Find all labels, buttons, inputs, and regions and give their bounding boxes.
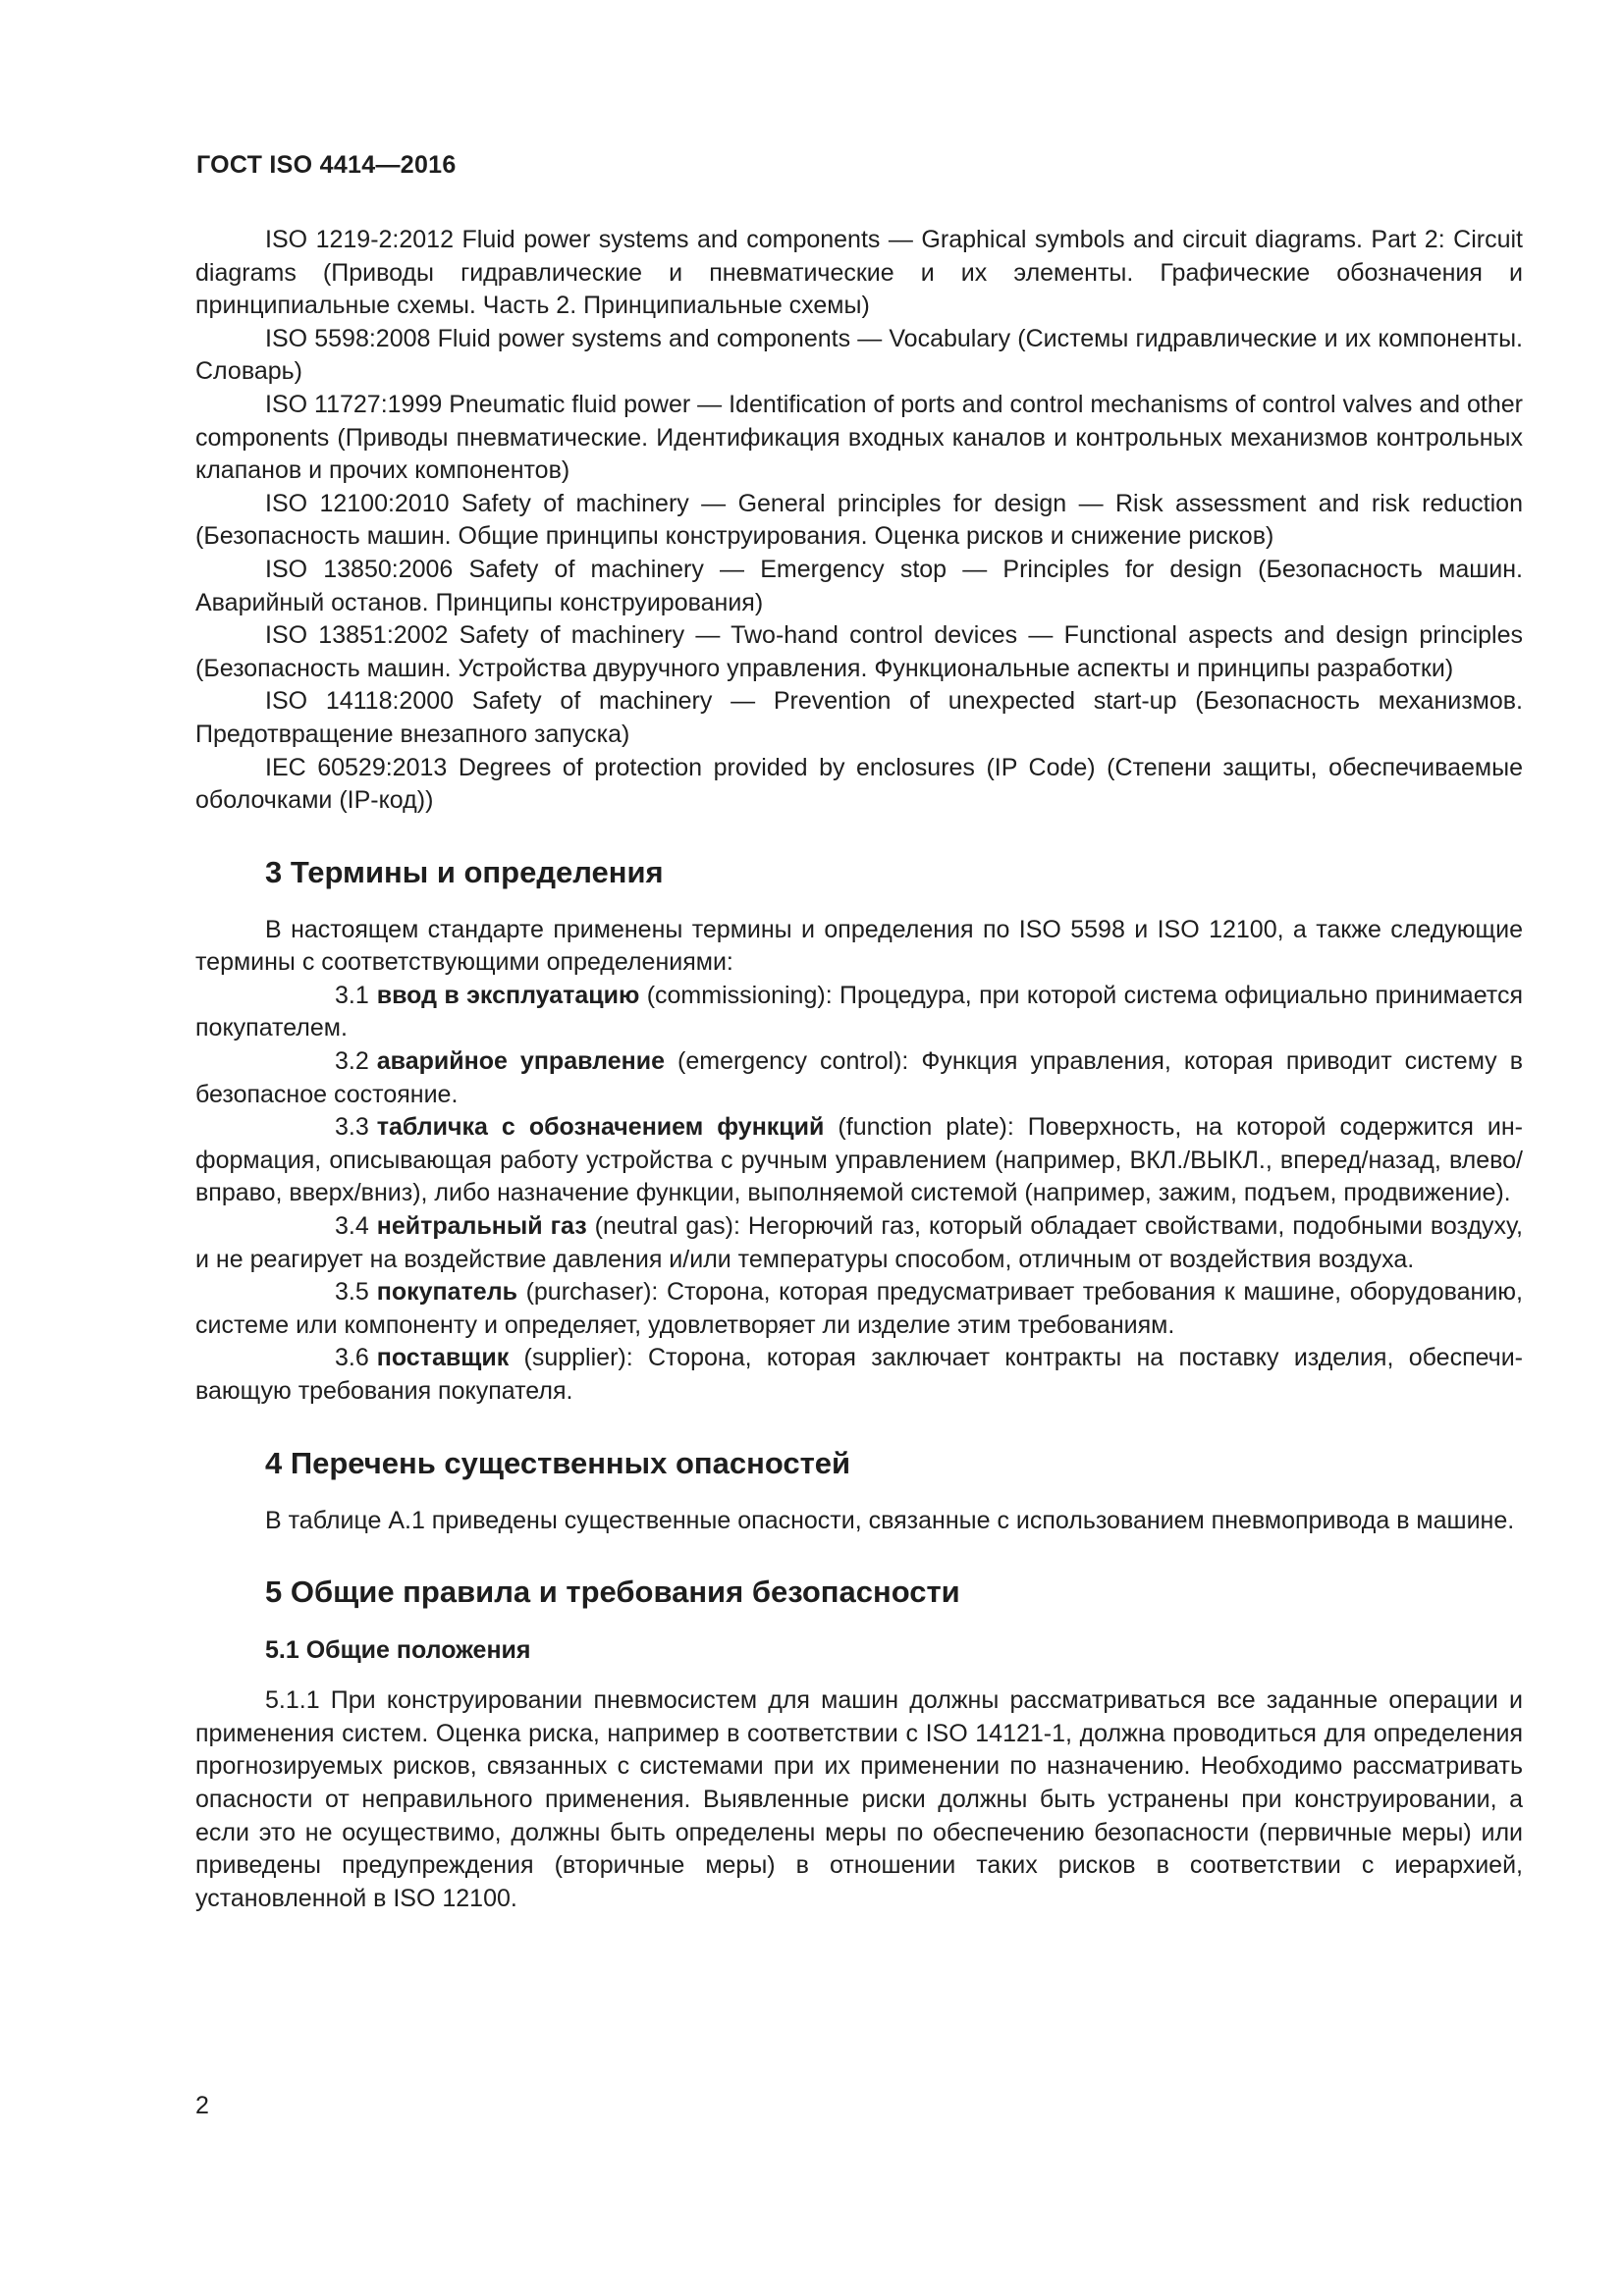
reference-iec-60529: IEC 60529:2013 Degrees of protection provided by enclosures (IP Code) (Степени защиты, обеспечиваемые оболочками (IP-код)) — [195, 753, 1523, 815]
term-name: поставщик — [376, 1344, 510, 1372]
term-definition: (neutral gas): Негорючий газ, который обладает свойствами, подобными воздуху, и не реагирует на воздействие давления и/или температуры способом, отличным от воздействия воздуха. — [195, 1212, 1523, 1273]
reference-iso-13850: ISO 13850:2006 Safety of machinery — Emergency stop — Principles for design (Безопасность машин. Аварийный останов. Принципы конструирования) — [195, 555, 1523, 616]
normative-references-list — [195, 224, 1523, 818]
term-definition: (supplier): Сторона, которая заключает контракты на поставку изделия, обеспечивающую требования покупателя. — [195, 1344, 1523, 1405]
term-3-6 — [195, 1342, 1523, 1408]
term-definition: (function plate): Поверхность, на которой содержится информация, описывающая работу устройства с ручным управлением (например, ВКЛ./ВЫКЛ., вперед/назад, влево/вправо, вверх/вниз), либо назначение функции, выполняемой системой (например, зажим, подъем, продвижение). — [195, 1113, 1523, 1207]
subsection-5-1-title: 5.1 Общие положения — [265, 1636, 531, 1665]
term-number: 3.1 — [335, 981, 369, 1009]
reference-iso-13851: ISO 13851:2002 Safety of machinery — Two-hand control devices — Functional aspects and design principles (Безопасность машин. Устройства двуручного управления. Функциональные аспекты и принципы разработки) — [195, 621, 1523, 682]
section-3-title: 3 Термины и определения — [265, 854, 664, 889]
term-number: 3.3 — [335, 1113, 369, 1142]
reference-iso-1219-2: ISO 1219-2:2012 Fluid power systems and components — Graphical symbols and circuit diagrams. Part 2: Circuit diagrams (Приводы гидравлические и пневматические и их элементы. Графические обозначения и принципиальные схемы. Часть 2. Принципиальные схемы) — [195, 226, 1523, 320]
term-name: аварийное управление — [376, 1047, 665, 1076]
section-4-title: 4 Перечень существенных опасностей — [265, 1445, 851, 1480]
term-definition: (commissioning): Процедура, при которой система официально принимается покупателем. — [195, 981, 1523, 1042]
term-number: 3.5 — [335, 1278, 369, 1307]
term-number: 3.2 — [335, 1047, 369, 1076]
term-number: 3.6 — [335, 1344, 369, 1372]
page-number: 2 — [195, 2092, 209, 2119]
reference-iso-12100: ISO 12100:2010 Safety of machinery — General principles for design — Risk assessment and risk reduction (Безопасность машин. Общие принципы конструирования. Оценка рисков и снижение рисков) — [195, 489, 1523, 551]
paragraph-5-1-1: 5.1.1 При конструировании пневмосистем для машин должны рассматриваться все заданные операции и применения систем. Оценка риска, например в соответствии с ISO 14121-1, должна проводиться для определения прогнозируемых рисков, связанных с системами при их применении по назначению. Необходимо рассматривать опасности от неправильного применения. Выявленные риски должны быть устранены при конструировании, а если это не осуществимо, должны быть определены меры по обеспечению безопасности (первичные меры) или приведены предупреждения (вторичные меры) в отношении таких рисков в соответствии с иерархией, установленной в ISO 12100. — [195, 1686, 1523, 1912]
section-5-title: 5 Общие правила и требования безопасности — [265, 1575, 960, 1610]
term-3-5 — [195, 1276, 1523, 1342]
term-name: табличка с обозначением функций — [376, 1113, 825, 1142]
term-3-3 — [195, 1111, 1523, 1210]
section-3-intro: В настоящем стандарте применены термины и определения по ISO 5598 и ISO 12100, а также следующие термины с соответствующими определениями: — [195, 915, 1523, 977]
document-header: ГОСТ ISO 4414—2016 — [196, 151, 457, 179]
reference-iso-11727: ISO 11727:1999 Pneumatic fluid power — Identification of ports and control mechanisms of control valves and other components (Приводы пневматические. Идентификация входных каналов и контрольных механизмов контрольных клапанов и прочих компонентов) — [195, 390, 1523, 485]
term-name: нейтральный газ — [376, 1212, 587, 1241]
term-definition: (emergency control): Функция управления, которая приводит систему в безопасное состояние. — [195, 1047, 1524, 1108]
term-3-2 — [195, 1045, 1523, 1111]
section-4-text: В таблице А.1 приведены существенные опасности, связанные с использованием пневмопривода в машине. — [265, 1506, 1515, 1534]
term-name: ввод в эксплуатацию — [376, 981, 640, 1009]
term-3-4 — [195, 1210, 1523, 1276]
reference-iso-14118: ISO 14118:2000 Safety of machinery — Prevention of unexpected start-up (Безопасность механизмов. Предотвращение внезапного запуска) — [195, 687, 1523, 748]
page-content — [195, 224, 1523, 1915]
term-3-1 — [195, 980, 1523, 1045]
term-number: 3.4 — [335, 1212, 369, 1241]
term-definition: (purchaser): Сторона, которая предусматривает требования к машине, оборудованию, системе или компоненту и определяет, удовлетворяет ли изделие этим требованиям. — [195, 1278, 1523, 1339]
term-name: покупатель — [376, 1278, 517, 1307]
reference-iso-5598: ISO 5598:2008 Fluid power systems and components — Vocabulary (Системы гидравлические и их компоненты. Словарь) — [195, 324, 1523, 386]
